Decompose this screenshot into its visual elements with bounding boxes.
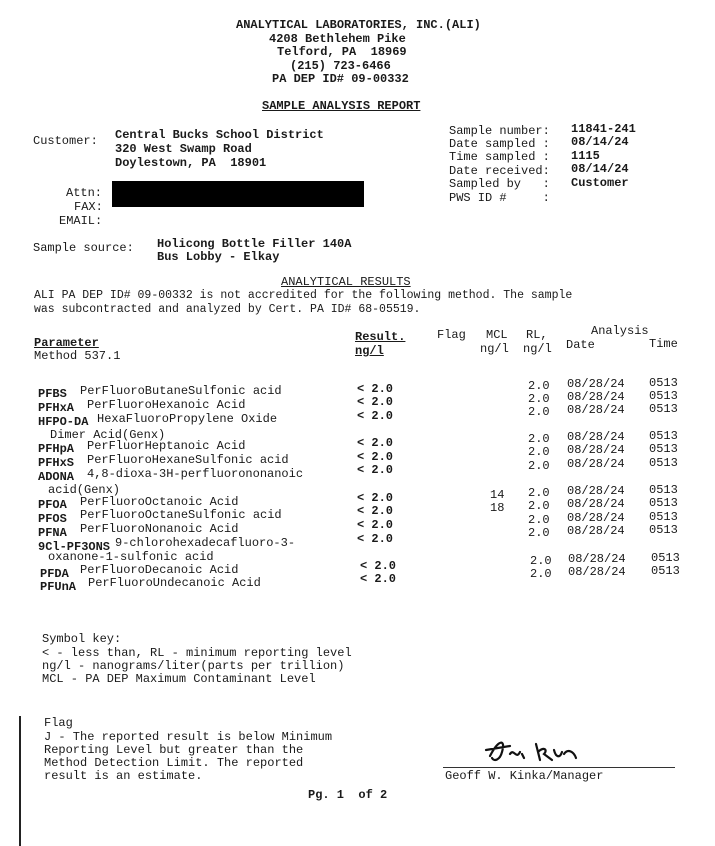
header-result-unit: ng/l (355, 344, 384, 358)
row-abbr: PFUnA (40, 580, 77, 594)
row-name: PerFluoroHexaneSulfonic acid (87, 453, 289, 467)
email-label: EMAIL: (59, 214, 103, 228)
row-name: PerFluoroNonanoic Acid (80, 522, 239, 536)
row-time: 0513 (649, 389, 678, 403)
row-name: PerFluoroButaneSulfonic acid (80, 384, 282, 398)
row-result: < 2.0 (357, 409, 394, 423)
row-date: 08/28/24 (567, 443, 625, 457)
row-date: 08/28/24 (567, 377, 625, 391)
row-name-continued: Dimer Acid(Genx) (50, 428, 166, 442)
row-time: 0513 (649, 442, 678, 456)
row-time: 0513 (649, 483, 678, 497)
signature (480, 732, 590, 772)
row-result: < 2.0 (357, 450, 394, 464)
row-abbr: 9Cl-PF3ONS (38, 540, 111, 554)
customer-city: Doylestown, PA 18901 (115, 156, 267, 170)
date-received: 08/14/24 (571, 162, 629, 176)
customer-name: Central Bucks School District (115, 128, 324, 142)
row-abbr: HFPO-DA (38, 415, 89, 429)
lab-city: Telford, PA 18969 (277, 45, 407, 59)
row-date: 08/28/24 (567, 390, 625, 404)
row-rl: 2.0 (530, 554, 552, 568)
row-abbr: PFDA (40, 567, 69, 581)
row-name: PerFluoroHexanoic Acid (87, 398, 246, 412)
row-date: 08/28/24 (567, 497, 625, 511)
row-rl: 2.0 (528, 513, 550, 527)
row-rl: 2.0 (528, 526, 550, 540)
row-date: 08/28/24 (567, 430, 625, 444)
row-abbr: PFBS (38, 387, 67, 401)
row-rl: 2.0 (528, 445, 550, 459)
row-name: 4,8-dioxa-3H-perfluorononanoic (87, 467, 304, 481)
sample-source-line1: Holicong Bottle Filler 140A (157, 237, 352, 251)
row-name: PerFluoroOctanoic Acid (80, 495, 239, 509)
lab-dep-id: PA DEP ID# 09-00332 (272, 72, 409, 86)
row-time: 0513 (649, 429, 678, 443)
row-result: < 2.0 (357, 504, 394, 518)
flag-note-line2: Reporting Level but greater than the (44, 743, 304, 757)
customer-label: Customer: (33, 134, 98, 148)
redaction-box (112, 181, 364, 207)
row-abbr: PFNA (38, 526, 67, 540)
row-time: 0513 (649, 456, 678, 470)
symbol-key-line3: MCL - PA DEP Maximum Contaminant Level (42, 672, 316, 686)
row-result: < 2.0 (357, 436, 394, 450)
signature-line (443, 767, 675, 768)
row-name-continued: oxanone-1-sulfonic acid (48, 550, 214, 564)
time-sampled: 1115 (571, 149, 600, 163)
flag-note-line4: result is an estimate. (44, 769, 203, 783)
signature-printed-name: Geoff W. Kinka/Manager (445, 769, 604, 783)
time-sampled-label: Time sampled : (449, 150, 550, 164)
header-time: Time (649, 337, 678, 351)
sample-source-label: Sample source: (33, 241, 134, 255)
date-sampled: 08/14/24 (571, 135, 629, 149)
row-rl: 2.0 (528, 379, 550, 393)
header-flag: Flag (437, 328, 466, 342)
header-analysis: Analysis (591, 324, 649, 338)
row-result: < 2.0 (357, 491, 394, 505)
row-mcl: 14 (490, 488, 505, 502)
row-time: 0513 (649, 496, 678, 510)
margin-line (19, 716, 21, 846)
header-rl: RL, (526, 328, 548, 342)
row-abbr: PFOS (38, 512, 67, 526)
symbol-key-line1: < - less than, RL - minimum reporting level (42, 646, 352, 660)
date-sampled-label: Date sampled : (449, 137, 550, 151)
row-rl: 2.0 (528, 392, 550, 406)
row-time: 0513 (651, 564, 680, 578)
row-time: 0513 (649, 402, 678, 416)
row-rl: 2.0 (530, 567, 552, 581)
row-name: PerFluoroUndecanoic Acid (88, 576, 261, 590)
row-date: 08/28/24 (567, 403, 625, 417)
row-name: PerFluoroOctaneSulfonic acid (80, 508, 282, 522)
row-name: HexaFluoroPropylene Oxide (97, 412, 278, 426)
row-rl: 2.0 (528, 432, 550, 446)
flag-note-line1: J - The reported result is below Minimum (44, 730, 333, 744)
row-result: < 2.0 (360, 559, 397, 573)
sampled-by-label: Sampled by : (449, 177, 550, 191)
row-result: < 2.0 (357, 395, 394, 409)
row-abbr: PFHxA (38, 401, 75, 415)
attn-label: Attn: (66, 186, 103, 200)
header-method: Method 537.1 (34, 349, 121, 363)
row-result: < 2.0 (360, 572, 397, 586)
row-date: 08/28/24 (568, 565, 626, 579)
row-date: 08/28/24 (567, 511, 625, 525)
row-time: 0513 (649, 523, 678, 537)
sample-source-line2: Bus Lobby - Elkay (157, 250, 280, 264)
row-abbr: ADONA (38, 470, 75, 484)
row-result: < 2.0 (357, 463, 394, 477)
header-parameter: Parameter (34, 336, 99, 350)
header-mcl-unit: ng/l (480, 342, 509, 356)
row-abbr: PFHxS (38, 456, 75, 470)
row-date: 08/28/24 (568, 552, 626, 566)
header-result: Result. (355, 330, 406, 344)
row-name-continued: acid(Genx) (48, 483, 121, 497)
header-date: Date (566, 338, 595, 352)
row-time: 0513 (651, 551, 680, 565)
row-time: 0513 (649, 510, 678, 524)
row-rl: 2.0 (528, 459, 550, 473)
header-rl-unit: ng/l (523, 342, 552, 356)
symbol-key-line2: ng/l - nanograms/liter(parts per trillion) (42, 659, 345, 673)
page-number: Pg. 1 of 2 (308, 788, 388, 802)
row-time: 0513 (649, 376, 678, 390)
row-rl: 2.0 (528, 499, 550, 513)
results-title: ANALYTICAL RESULTS (281, 275, 411, 289)
row-rl: 2.0 (528, 486, 550, 500)
flag-note-title: Flag (44, 716, 73, 730)
sampled-by: Customer (571, 176, 629, 190)
sample-number-label: Sample number: (449, 124, 550, 138)
row-mcl: 18 (490, 501, 505, 515)
row-abbr: PFOA (38, 498, 67, 512)
row-name: 9-chlorohexadecafluoro-3- (115, 536, 296, 550)
accreditation-line2: was subcontracted and analyzed by Cert. PA ID# 68-05519. (34, 303, 421, 316)
report-title: SAMPLE ANALYSIS REPORT (262, 99, 421, 113)
row-abbr: PFHpA (38, 442, 75, 456)
accreditation-line1: ALI PA DEP ID# 09-00332 is not accredited for the following method. The sample (34, 289, 573, 302)
lab-name: ANALYTICAL LABORATORIES, INC.(ALI) (236, 18, 481, 32)
fax-label: FAX: (74, 200, 103, 214)
symbol-key-title: Symbol key: (42, 632, 122, 646)
sample-number: 11841-241 (571, 122, 636, 136)
lab-street: 4208 Bethlehem Pike (269, 32, 406, 46)
lab-phone: (215) 723-6466 (290, 59, 391, 73)
row-result: < 2.0 (357, 532, 394, 546)
header-mcl: MCL (486, 328, 508, 342)
row-date: 08/28/24 (567, 484, 625, 498)
customer-street: 320 West Swamp Road (115, 142, 252, 156)
pws-id-label: PWS ID # : (449, 191, 550, 205)
row-result: < 2.0 (357, 382, 394, 396)
row-name: PerFluoroDecanoic Acid (80, 563, 239, 577)
flag-note-line3: Method Detection Limit. The reported (44, 756, 304, 770)
row-date: 08/28/24 (567, 524, 625, 538)
row-name: PerFluorHeptanoic Acid (87, 439, 246, 453)
row-result: < 2.0 (357, 518, 394, 532)
row-rl: 2.0 (528, 405, 550, 419)
date-received-label: Date received: (449, 164, 550, 178)
row-date: 08/28/24 (567, 457, 625, 471)
